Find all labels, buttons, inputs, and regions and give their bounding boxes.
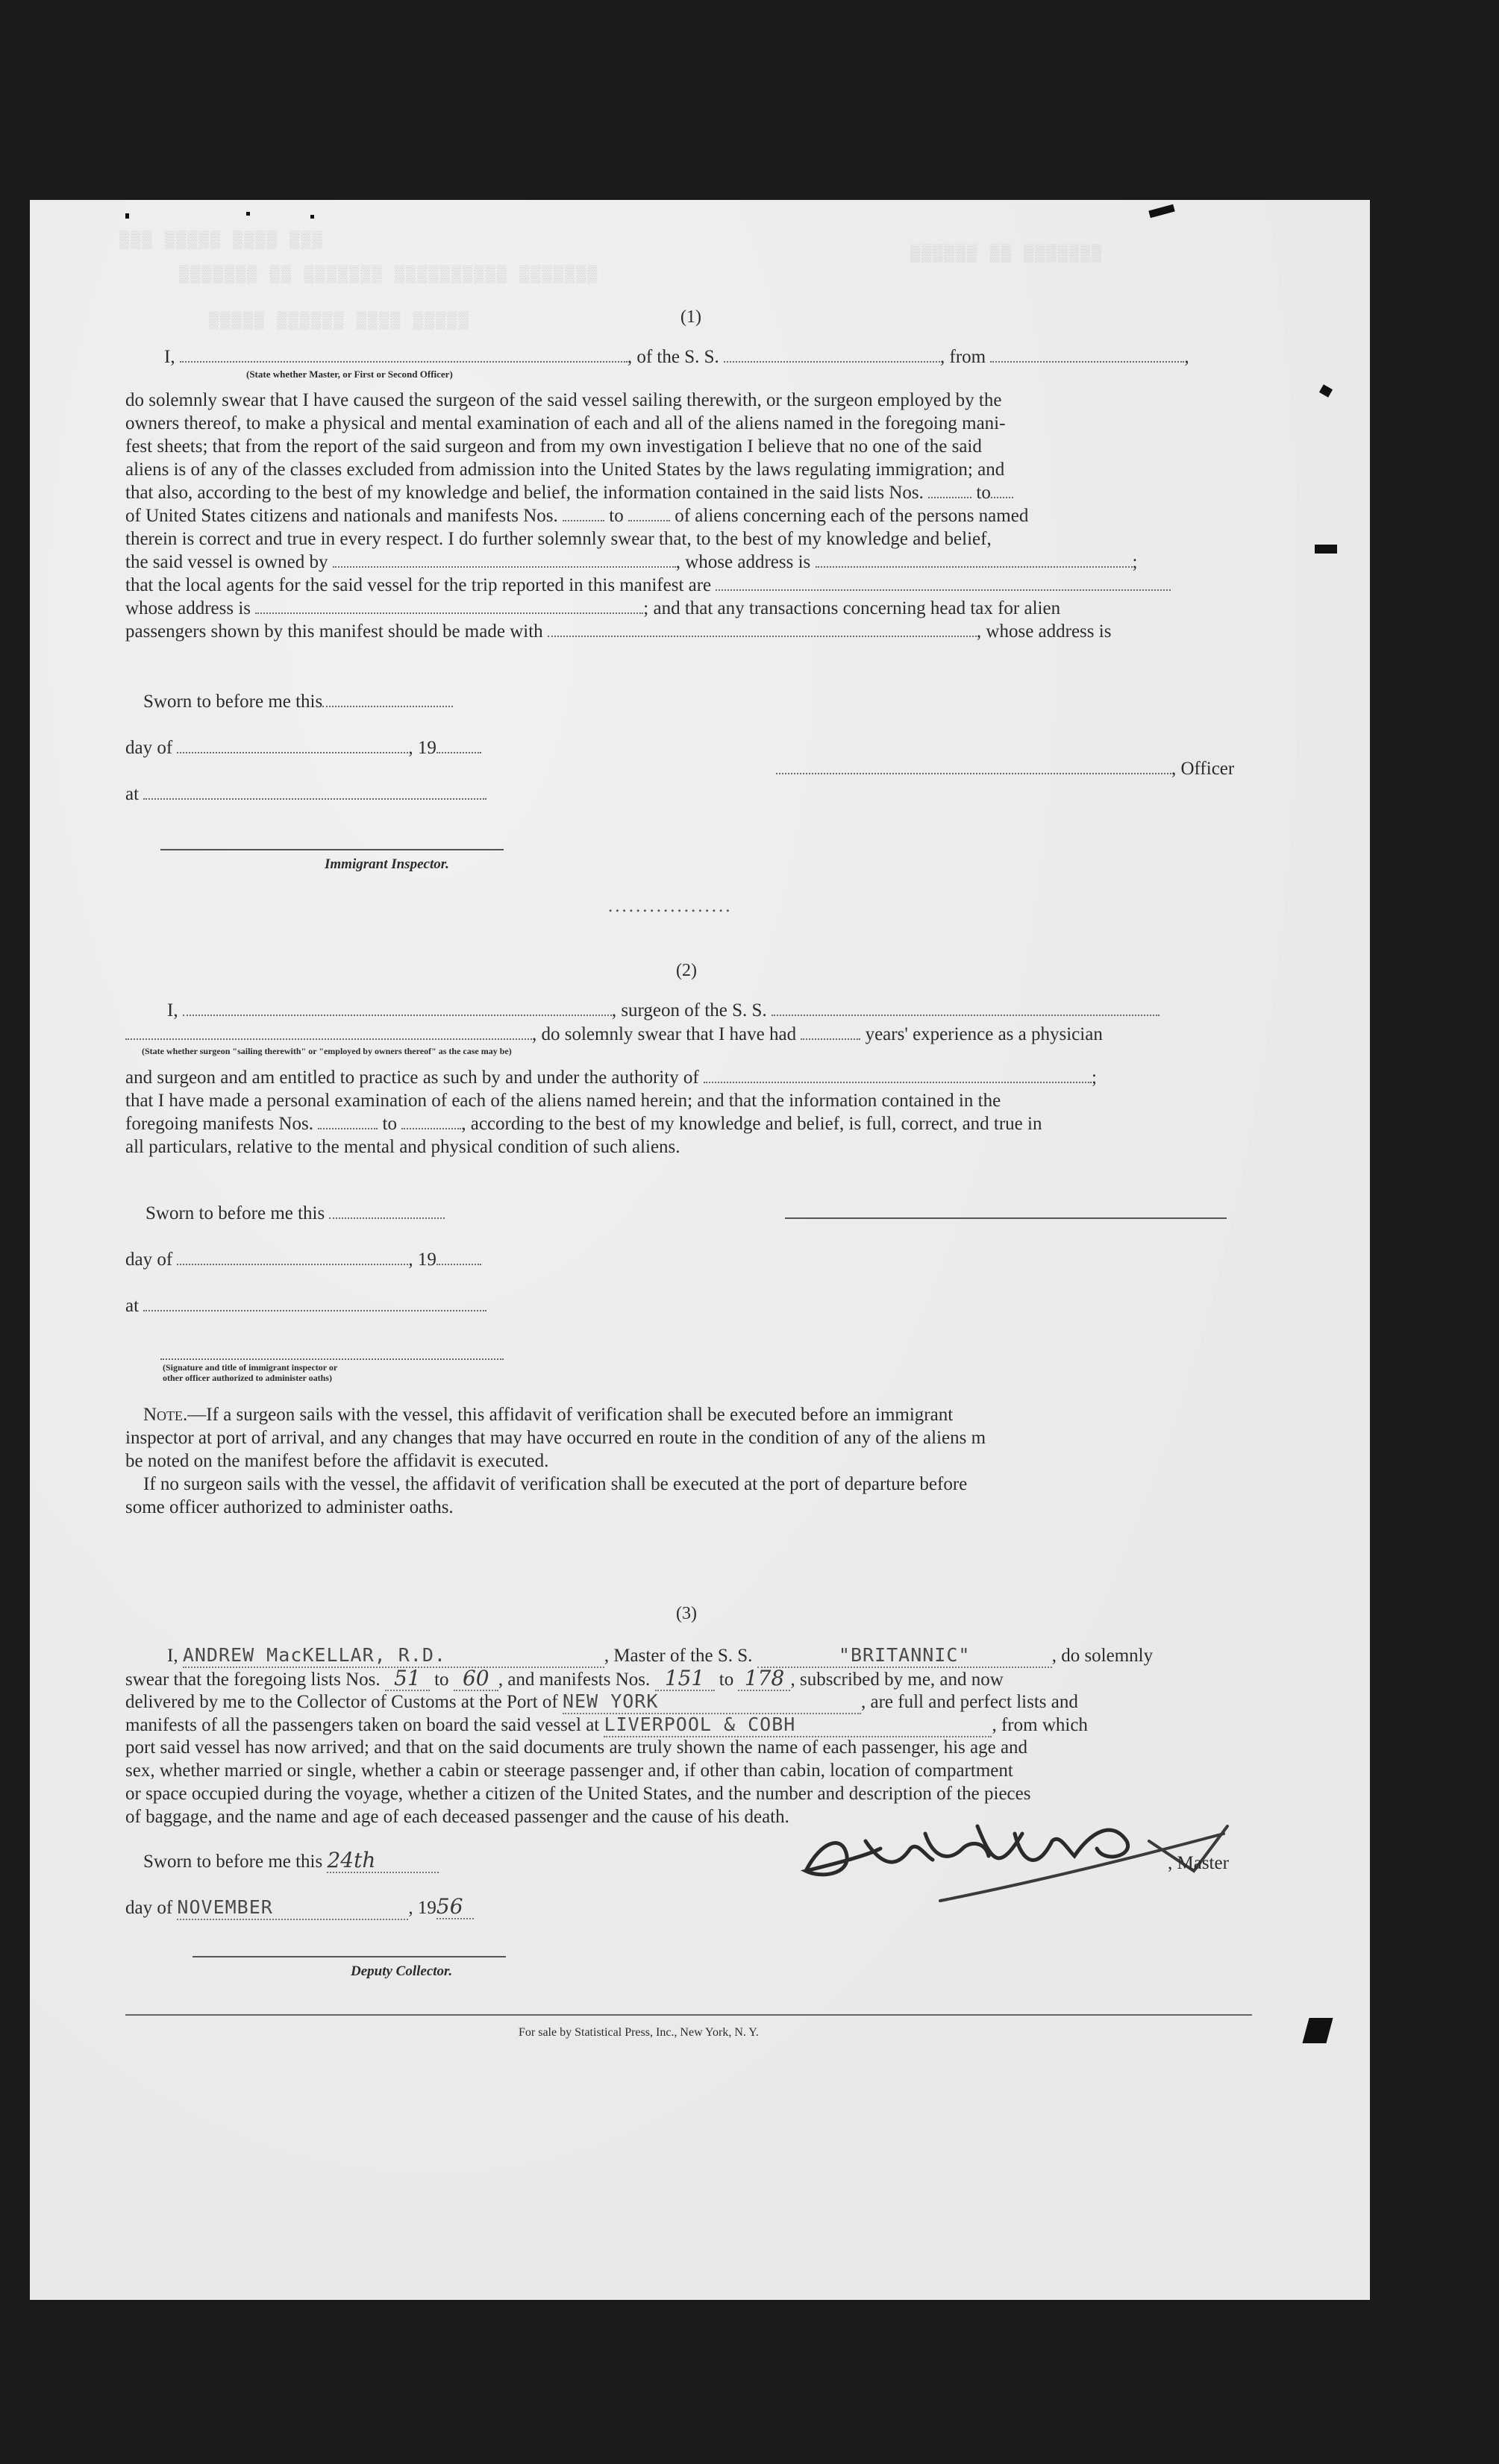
sworn-year: 56 <box>436 1896 474 1919</box>
s2-note-line: be noted on the manifest before the affidavit is executed. <box>125 1451 549 1471</box>
s2-note-line: Note.—If a surgeon sails with the vessel, this affidavit of verification shall be executed before an immigrant <box>143 1405 954 1425</box>
section-1-heading: (1) <box>680 307 701 327</box>
manifest-to: 178 <box>738 1667 790 1691</box>
manifest-from: 151 <box>655 1667 715 1691</box>
signature-line <box>785 1217 1227 1219</box>
s1-day-line: day of , 19 <box>125 737 481 759</box>
ink-mark <box>1148 204 1174 218</box>
departure-ports: LIVERPOOL & COBH <box>604 1714 992 1737</box>
s1-line-i: I, , of the S. S. , from , <box>164 347 1189 367</box>
s2-note-line: If no surgeon sails with the vessel, the affidavit of verification shall be executed at the port of departure before <box>143 1474 968 1494</box>
s3-lists-line: swear that the foregoing lists Nos. 51 to 60 , and manifests Nos. 151 to 178 , subscribed by me, and now <box>125 1666 1004 1690</box>
footer-rule <box>125 2014 1252 2016</box>
list-from: 51 <box>385 1667 430 1691</box>
note-label: Note. <box>143 1405 188 1425</box>
s3-body-line: of baggage, and the name and age of each deceased passenger and the cause of his death. <box>125 1807 789 1827</box>
s3-day-line: day of NOVEMBER , 1956 <box>125 1896 474 1920</box>
bleed-through: ▒▒▒▒▒▒▒ ▒▒ ▒▒▒▒▒▒▒ ▒▒▒▒▒▒▒▒▒▒ ▒▒▒▒▒▒▒ <box>179 266 599 284</box>
signature-line <box>193 1956 506 1957</box>
s1-body-line: that also, according to the best of my knowledge and belief, the information contained in the said lists Nos. to <box>125 482 1013 504</box>
ink-speck <box>310 215 314 219</box>
s2-body-line: that I have made a personal examination of each of the aliens named herein; and that the information contained in the <box>125 1091 1001 1111</box>
vessel-name: "BRITANNIC" <box>757 1644 1052 1668</box>
s3-line-i: I, ANDREW MacKELLAR, R.D. , Master of the S. S. "BRITANNIC" , do solemnly <box>167 1644 1153 1668</box>
bleed-through: ▒▒▒ ▒▒▒▒▒ ▒▒▒▒ ▒▒▒ <box>119 231 324 250</box>
signature-line <box>160 849 504 850</box>
document-page <box>30 200 1370 2300</box>
list-to: 60 <box>454 1667 498 1691</box>
ink-mark <box>1302 2018 1333 2043</box>
s1-body-line: passengers shown by this manifest should be made with , whose address is <box>125 621 1112 642</box>
signature-line <box>160 1358 504 1360</box>
s3-master-label: , Master <box>1168 1853 1229 1873</box>
s1-body-line: therein is correct and true in every respect. I do further solemnly swear that, to the best of my knowledge and belief, <box>125 529 992 549</box>
faint-dotted-mark: .................. <box>608 896 733 916</box>
s2-sig-caption: other officer authorized to administer oaths) <box>163 1373 332 1383</box>
s2-body-line: all particulars, relative to the mental and physical condition of such aliens. <box>125 1137 680 1157</box>
s2-caption: (State whether surgeon "sailing therewith" or "employed by owners thereof" as the case may be) <box>142 1046 512 1056</box>
port-name: NEW YORK <box>563 1690 861 1714</box>
ink-speck <box>246 212 250 216</box>
s3-port-line: delivered by me to the Collector of Customs at the Port of NEW YORK , are full and perfect lists and <box>125 1690 1078 1714</box>
s1-sworn-line: Sworn to before me this <box>143 691 453 713</box>
section-2-heading: (2) <box>676 961 697 980</box>
bleed-through: ▒▒▒▒▒▒ ▒▒ ▒▒▒▒▒▒▒ <box>910 245 1104 263</box>
s1-body-line: fest sheets; that from the report of the said surgeon and from my own investigation I believe that no one of the said <box>125 436 982 457</box>
sworn-month: NOVEMBER <box>177 1896 408 1920</box>
s2-body-line: foregoing manifests Nos. to , according to the best of my knowledge and belief, is full, correct, and true in <box>125 1114 1042 1134</box>
master-name: ANDREW MacKELLAR, R.D. <box>183 1644 604 1668</box>
s3-collector-caption: Deputy Collector. <box>351 1963 453 1979</box>
s2-sworn-line: Sworn to before me this <box>145 1203 445 1225</box>
s1-body-line: aliens is of any of the classes excluded from admission into the United States by the laws regulating immigration; and <box>125 460 1005 480</box>
s2-day-line: day of , 19 <box>125 1249 481 1271</box>
sworn-day: 24th <box>327 1849 439 1873</box>
ink-mark <box>1315 545 1337 554</box>
s3-sworn-line: Sworn to before me this 24th <box>143 1849 439 1873</box>
s1-body-line: that the local agents for the said vessel for the trip reported in this manifest are <box>125 574 1171 597</box>
ink-speck <box>1319 384 1333 397</box>
s3-body-line: port said vessel has now arrived; and that on the said documents are truly shown the name of each passenger, his age and <box>125 1737 1028 1758</box>
s1-body-line: owners thereof, to make a physical and mental examination of each and all of the aliens named in the foregoing mani- <box>125 413 1006 433</box>
bleed-through: ▒▒▒▒▒ ▒▒▒▒▒▒ ▒▒▒▒ ▒▒▒▒▒ <box>209 312 470 330</box>
s1-inspector-caption: Immigrant Inspector. <box>325 856 449 872</box>
s3-taken-line: manifests of all the passengers taken on board the said vessel at LIVERPOOL & COBH , from which <box>125 1714 1088 1737</box>
s1-officer-caption: (State whether Master, or First or Second Officer) <box>246 369 453 380</box>
s2-sig-caption: (Signature and title of immigrant inspector or <box>163 1362 338 1373</box>
s3-body-line: sex, whether married or single, whether a cabin or steerage passenger and, if other than cabin, location of compartment <box>125 1761 1013 1781</box>
s2-line-i: I, , surgeon of the S. S. <box>167 1000 1160 1022</box>
section-3-heading: (3) <box>676 1604 697 1623</box>
ink-speck <box>125 213 129 219</box>
s2-note-line: some officer authorized to administer oaths. <box>125 1497 454 1517</box>
s2-note-line: inspector at port of arrival, and any changes that may have occurred en route in the condition of any of the aliens m <box>125 1428 986 1448</box>
s2-at-line: at <box>125 1295 486 1317</box>
s1-officer-line: , Officer <box>776 758 1234 780</box>
s3-body-line: or space occupied during the voyage, whether a citizen of the United States, and the number and description of the pieces <box>125 1784 1031 1804</box>
footer-printer: For sale by Statistical Press, Inc., New York, N. Y. <box>519 2026 759 2039</box>
s2-body-line: and surgeon and am entitled to practice as such by and under the authority of ; <box>125 1068 1097 1088</box>
s1-body-line: of United States citizens and nationals and manifests Nos. to of aliens concerning each of the persons named <box>125 506 1029 526</box>
s1-at-line: at <box>125 783 486 806</box>
s2-swear-line: , do solemnly swear that I have had years' experience as a physician <box>125 1023 1103 1046</box>
s1-body-line: the said vessel is owned by , whose address is ; <box>125 552 1138 572</box>
s1-body-line: do solemnly swear that I have caused the surgeon of the said vessel sailing therewith, or the surgeon employed by the <box>125 390 1002 410</box>
s1-body-line: whose address is ; and that any transactions concerning head tax for alien <box>125 598 1061 618</box>
